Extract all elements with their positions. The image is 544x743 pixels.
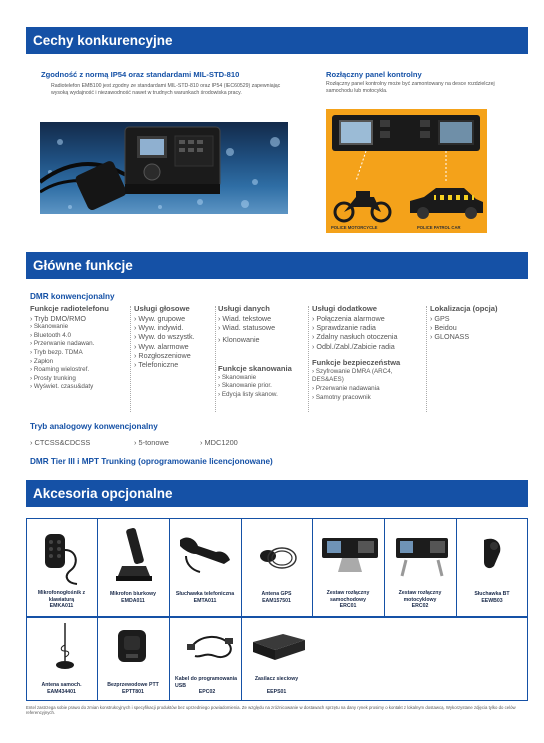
list-item: › Telefoniczne: [134, 360, 179, 370]
grid-col-separator: [384, 518, 385, 616]
list-item: › Zapłon: [30, 357, 54, 365]
col-title: Funkcje radiotelefonu: [30, 304, 109, 313]
grid-col-separator: [169, 518, 170, 701]
grid-col-separator: [312, 518, 313, 616]
accessory-item: Mikrofonogłośnik z klawiaturą EMKA011: [37, 590, 86, 609]
col-subtitle: Funkcje bezpieczeństwa: [312, 357, 401, 367]
analog-item: › 5-tonowe: [134, 438, 169, 447]
accessory-item: Słuchawka telefoniczna EMTA011: [175, 591, 235, 604]
dmr-col-extra: [312, 304, 426, 402]
handset-icon: [176, 530, 236, 576]
grid-col-separator: [97, 518, 98, 701]
accessory-item: Zestaw rozłączny motocyklowy ERC02: [398, 590, 442, 609]
accessory-item: Antena GPS EAM157501: [261, 591, 292, 604]
list-item: › Przerwanie nadawania: [312, 385, 380, 392]
list-item: › Beidou: [430, 323, 457, 333]
section-header-main-functions: Główne funkcje: [26, 252, 528, 279]
col-title: Usługi danych: [218, 304, 270, 313]
divider: [130, 306, 131, 412]
dmr-col-data: [218, 304, 310, 399]
list-item: › Tryb bezp. TDMA: [30, 348, 83, 356]
list-item: › Zdalny nasłuch otoczenia: [312, 332, 398, 342]
list-item: › Skanowanie: [218, 373, 257, 381]
panel-photo: [326, 109, 487, 233]
list-item: › Wyw. alarmowe: [134, 341, 189, 351]
list-item: › Skanowanie prior.: [218, 382, 272, 390]
list-item: › Samotny pracownik: [312, 393, 371, 401]
accessory-item: Antena samoch. EAM434401: [41, 682, 82, 695]
wireless-ptt-icon: [112, 626, 152, 668]
list-item: › Sprawdzanie radia: [312, 323, 376, 333]
accessory-item: Słuchawka BT EEWB03: [474, 591, 510, 604]
list-item: › Przerwanie nadawan.: [30, 340, 95, 348]
grid-col-separator: [241, 518, 242, 701]
list-item: › Wyw. indywid.: [134, 323, 184, 333]
car-antenna-icon: [50, 621, 80, 673]
list-item: › Tryb DMO/RMO: [30, 314, 86, 323]
divider: [426, 306, 427, 412]
car-kit-icon: [318, 534, 380, 578]
accessory-item: Zasilacz sieciowy EEPS01: [254, 676, 299, 695]
list-item: › Wyw. do wszystk.: [134, 332, 195, 342]
list-item: › Połączenia alarmowe: [312, 314, 385, 323]
label-moto: POLICE MOTORCYCLE: [331, 225, 378, 230]
accessory-item: Kabel do programowania USB EPC02: [175, 676, 237, 695]
feature-ip54-desc: Radiotelefon EMB100 jest zgodny ze standardami MIL-STD-810 oraz IP54 (IEC60529) zapewniając wysoką wydajność i niezawodność nawet w trudnych warunkach środowiska pracy.: [51, 83, 281, 96]
analog-item: › CTCSS&CDCSS: [30, 438, 91, 447]
power-supply-icon: [249, 628, 307, 664]
feature-ip54-title: Zgodność z normą IP54 oraz standardami MIL-STD-810: [41, 70, 240, 79]
section-header-competitive: Cechy konkurencyjne: [26, 27, 528, 54]
dmr-col-voice: [134, 304, 218, 369]
label-car: POLICE PATROL CAR: [417, 225, 461, 230]
list-item: › Szyfrowanie DMRA (ARC4, DES&AES): [312, 367, 393, 384]
col-title: Usługi głosowe: [134, 304, 190, 313]
divider: [215, 306, 216, 412]
list-item: › Bluetooth 4.0: [30, 331, 71, 339]
accessory-item: Bezprzewodowe PTT EPTT801: [107, 682, 159, 695]
col-title: Lokalizacja (opcja): [430, 304, 498, 313]
list-item: › Wyświet. czasu&daty: [30, 383, 94, 391]
list-item: › Edycja listy skanow.: [218, 390, 278, 398]
footer-note: Entel zastrzega sobie prawo do zmian konstrukcyjnych i specyfikacji produktów bez uprzedniego powiadomienia. Ze względu na zróżnicowanie w dostawach sprzętu na dany rynek prosimy o kontakt z lokalnym dostawcą. Wykorzystane zdjęcia tylko do celów referencyjnych.: [26, 705, 516, 716]
accessory-item: Zestaw rozłączny samochodowy ERC01: [326, 590, 370, 609]
list-item: › Odbl./Zabl./Zabicie radia: [312, 341, 395, 351]
moto-kit-icon: [392, 534, 452, 582]
bt-earpiece-icon: [476, 532, 510, 576]
dmr-heading: DMR konwencjonalny: [30, 292, 115, 301]
grid-col-separator: [456, 518, 457, 616]
divider: [308, 306, 309, 412]
analog-heading: Tryb analogowy konwencjonalny: [30, 422, 158, 431]
list-item: › GPS: [430, 314, 450, 323]
list-item: › Roaming wielostref.: [30, 366, 90, 374]
list-item: › Klonowanie: [218, 335, 260, 345]
list-item: › Wiad. tekstowe: [218, 314, 272, 323]
list-item: › Prosty trunking: [30, 374, 76, 382]
list-item: › Wyw. grupowe: [134, 314, 186, 323]
feature-panel-title: Rozłączny panel kontrolny: [326, 70, 422, 79]
dmr-col-radio: [30, 304, 132, 392]
list-item: › Rozgłoszeniowe: [134, 350, 191, 360]
dmr-col-location: [430, 304, 526, 342]
speaker-mic-icon: [37, 528, 87, 586]
gps-antenna-icon: [256, 540, 300, 576]
accessory-item: Mikrofon biurkowy EMDA011: [109, 591, 157, 604]
col-title: Usługi dodatkowe: [312, 304, 377, 313]
grid-row-separator: [26, 616, 528, 618]
col-subtitle: Funkcje skanowania: [218, 363, 292, 373]
usb-cable-icon: [185, 628, 237, 664]
list-item: › Skanowanie: [30, 323, 69, 331]
list-item: › GLONASS: [430, 332, 470, 342]
tier3-heading: DMR Tier III i MPT Trunking (oprogramowanie licencjonowane): [30, 457, 273, 466]
analog-item: › MDC1200: [200, 438, 238, 447]
list-item: › Wiad. statusowe: [218, 323, 276, 333]
radio-photo: [40, 122, 288, 214]
feature-panel-desc: Rozłączny panel kontrolny może być zamontowany na desce rozdzielczej samochodu lub motocykla.: [326, 81, 495, 94]
section-header-accessories: Akcesoria opcjonalne: [26, 480, 528, 507]
desk-mic-icon: [112, 524, 156, 584]
